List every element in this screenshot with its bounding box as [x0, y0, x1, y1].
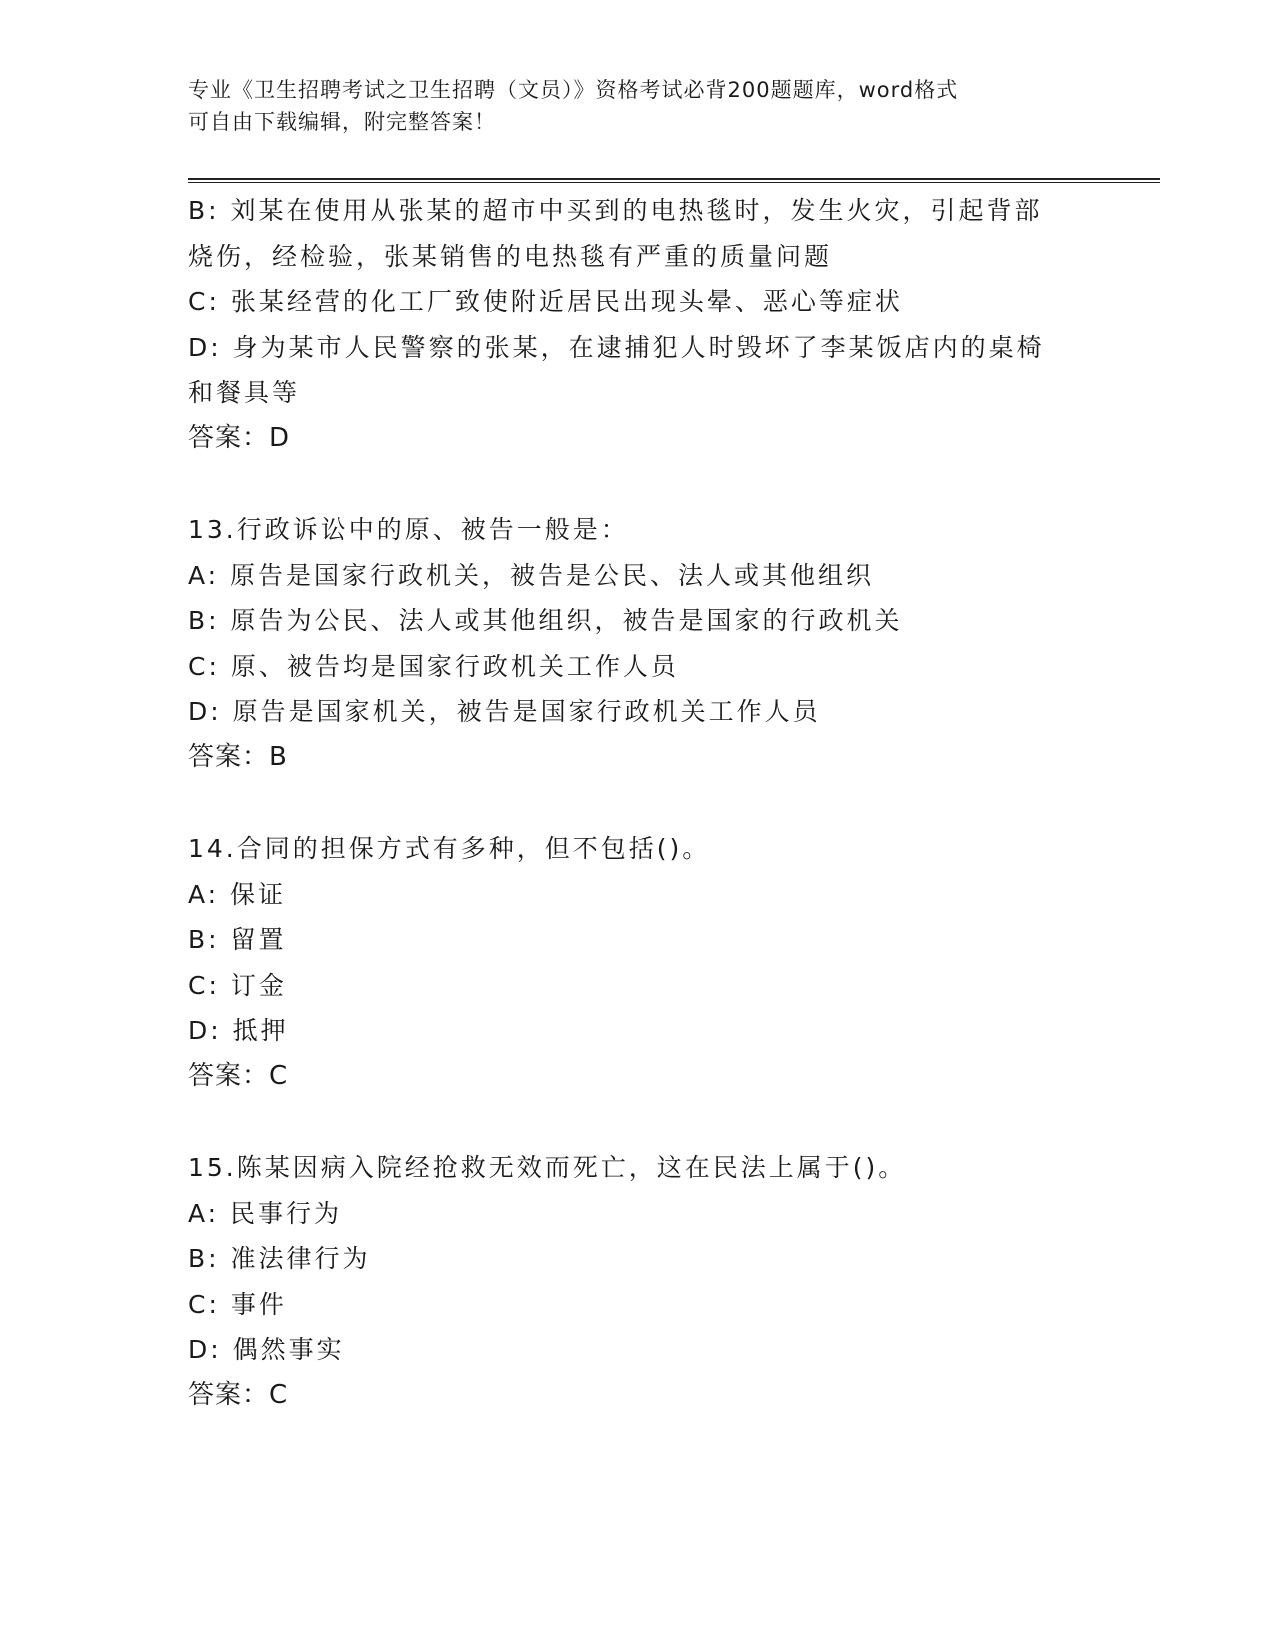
document-header: [188, 74, 1088, 138]
question-15: [188, 1145, 1088, 1418]
answer-line: 答案：D: [188, 422, 291, 453]
question-text: 15.陈某因病入院经抢救无效而死亡，这在民法上属于()。: [188, 1153, 907, 1182]
header-title-line-2: 可自由下载编辑，附完整答案！: [188, 110, 496, 134]
answer-line: 答案：C: [188, 1060, 289, 1091]
option-a: A: 原告是国家行政机关，被告是公民、法人或其他组织: [188, 560, 875, 590]
option-d-line-1: D: 身为某市人民警察的张某，在逮捕犯人时毁坏了李某饭店内的桌椅: [188, 332, 1045, 362]
option-d: D: 偶然事实: [188, 1335, 345, 1364]
option-c: C: 事件: [188, 1289, 287, 1319]
option-c: C: 订金: [188, 970, 287, 1000]
option-b-line-1: B: 刘某在使用从张某的超市中买到的电热毯时，发生火灾，引起背部: [188, 196, 1043, 225]
spacer: [188, 780, 1088, 826]
option-d: D: 抵押: [188, 1016, 289, 1045]
option-d-line-2: 和餐具等: [188, 378, 301, 407]
question-13: [188, 507, 1088, 780]
header-title-line-1: 专业《卫生招聘考试之卫生招聘（文员）》资格考试必背200题题库，word格式: [188, 78, 959, 102]
question-text: 14.合同的担保方式有多种，但不包括()。: [188, 834, 711, 863]
option-b: B: 原告为公民、法人或其他组织，被告是国家的行政机关: [188, 606, 903, 635]
question-text: 13.行政诉讼中的原、被告一般是：: [188, 515, 629, 544]
option-b: B: 留置: [188, 925, 287, 954]
option-d: D: 原告是国家机关，被告是国家行政机关工作人员: [188, 697, 821, 726]
option-a: A: 民事行为: [188, 1198, 343, 1228]
spacer: [188, 1099, 1088, 1145]
question-12-continuation: [188, 188, 1088, 461]
option-b: B: 准法律行为: [188, 1244, 371, 1273]
question-14: [188, 826, 1088, 1099]
spacer: [188, 461, 1088, 507]
option-b-line-2: 烧伤，经检验，张某销售的电热毯有严重的质量问题: [188, 241, 833, 271]
question-list: [188, 188, 1088, 1418]
option-c: C: 原、被告均是国家行政机关工作人员: [188, 651, 679, 681]
answer-line: 答案：C: [188, 1379, 289, 1410]
option-a: A: 保证: [188, 879, 287, 909]
header-divider: [188, 178, 1160, 183]
answer-line: 答案：B: [188, 741, 288, 772]
option-c: C: 张某经营的化工厂致使附近居民出现头晕、恶心等症状: [188, 287, 903, 316]
